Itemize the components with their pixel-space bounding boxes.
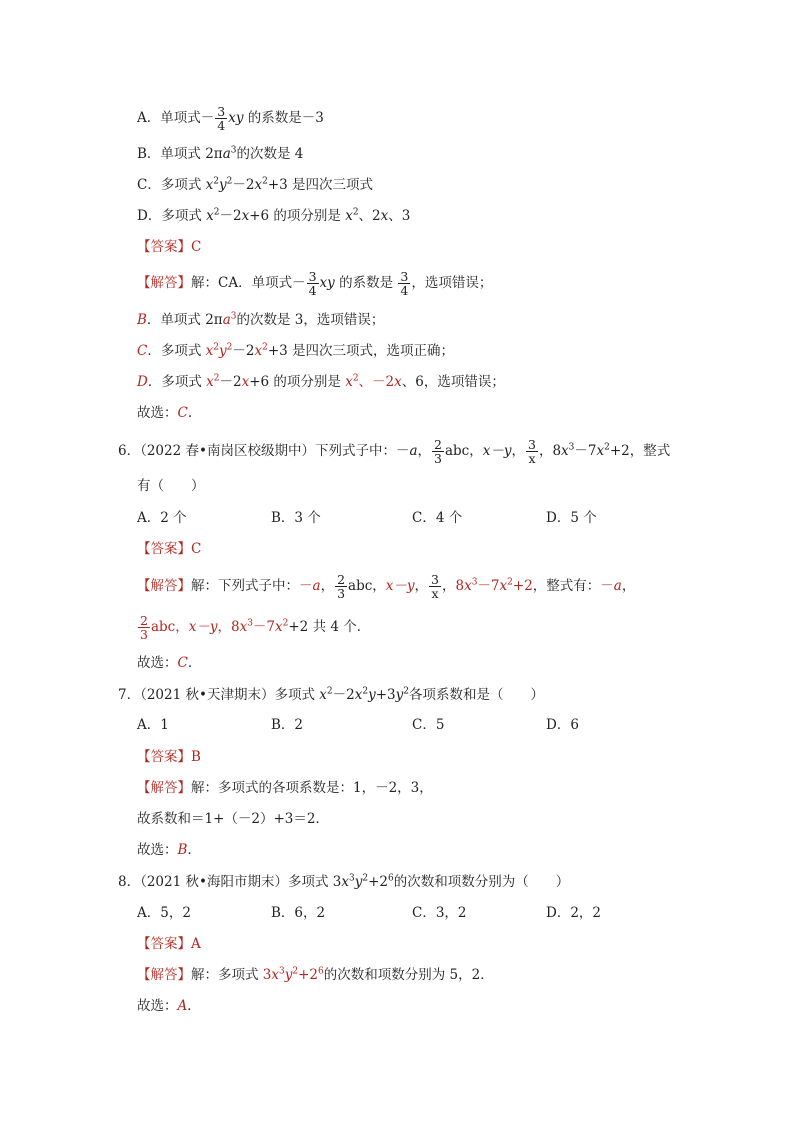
variable: x bbox=[341, 874, 349, 890]
text: ．多项式 bbox=[147, 343, 206, 359]
variable: y bbox=[368, 687, 376, 703]
question-source: （2021 秋•天津期末） bbox=[140, 687, 275, 703]
q6-option-c: C．4 个 bbox=[412, 510, 463, 526]
answer-value: C bbox=[177, 405, 188, 421]
variable: x bbox=[394, 374, 402, 390]
fraction bbox=[138, 614, 150, 641]
answer-label: 【答案】 bbox=[137, 541, 191, 557]
variable: x bbox=[254, 177, 263, 193]
text: ． bbox=[187, 405, 202, 421]
variable: x bbox=[241, 208, 250, 224]
denominator: 4 bbox=[217, 118, 226, 133]
q5-solution-line4 bbox=[137, 372, 505, 392]
text: 故选： bbox=[137, 655, 178, 671]
variable: x bbox=[271, 967, 280, 983]
text: －7 bbox=[477, 578, 500, 594]
option-letter: D bbox=[137, 374, 148, 390]
text: D．多项式 bbox=[137, 208, 207, 224]
variable: y bbox=[354, 874, 363, 890]
q8-solution bbox=[137, 965, 494, 985]
variable: y bbox=[219, 343, 227, 359]
question-source: （2022 春•南岗区校级期中） bbox=[140, 443, 315, 459]
text: CA bbox=[218, 275, 239, 291]
solution-label: 【解答】 bbox=[137, 967, 191, 983]
answer-value: B bbox=[191, 749, 201, 765]
expression: x－y bbox=[385, 578, 415, 594]
q5-option-d bbox=[137, 206, 410, 226]
question-number: 6． bbox=[118, 443, 141, 459]
text: 故选： bbox=[137, 998, 178, 1014]
text: +2 共 4 个． bbox=[288, 619, 371, 635]
fraction bbox=[398, 270, 410, 297]
exponent: 3 bbox=[279, 966, 285, 977]
numerator: 2 bbox=[140, 613, 148, 628]
answer-value: C bbox=[191, 239, 202, 255]
fraction bbox=[335, 573, 347, 600]
text: －2 bbox=[332, 687, 355, 703]
variable: x bbox=[205, 343, 214, 359]
numerator: 3 bbox=[308, 269, 317, 284]
numerator: 3 bbox=[217, 104, 226, 119]
q5-solution-line1 bbox=[137, 270, 492, 297]
fraction bbox=[307, 270, 319, 297]
numerator: 2 bbox=[434, 437, 442, 452]
variable: x bbox=[205, 177, 214, 193]
text: ． bbox=[187, 842, 201, 858]
variable: a bbox=[613, 578, 622, 594]
variable: x bbox=[206, 208, 214, 224]
text: 各项系数和是（ ） bbox=[409, 687, 544, 703]
exponent: 3 bbox=[247, 618, 253, 629]
exponent: 2 bbox=[262, 342, 268, 353]
q7-stem bbox=[118, 685, 544, 705]
text: － bbox=[600, 578, 614, 594]
text: 多项式 3 bbox=[287, 874, 342, 890]
variable: x bbox=[345, 208, 353, 224]
exponent: 3 bbox=[230, 145, 237, 156]
text: +6 的项分别是 bbox=[249, 208, 346, 224]
variable: a bbox=[409, 443, 418, 459]
text: 故选： bbox=[137, 405, 178, 421]
denominator: x bbox=[431, 586, 439, 601]
answer-value: A bbox=[191, 936, 201, 952]
text: －2 bbox=[219, 374, 242, 390]
variable: x bbox=[596, 443, 605, 459]
text: abc， bbox=[348, 578, 386, 594]
exponent: 2 bbox=[282, 618, 289, 629]
variable: x bbox=[319, 687, 327, 703]
expression: x－y bbox=[188, 619, 218, 635]
text: ， bbox=[414, 578, 429, 594]
denominator: x bbox=[528, 451, 536, 466]
fraction bbox=[526, 438, 538, 465]
variable: x bbox=[354, 687, 363, 703]
q6-option-a: A．2 个 bbox=[137, 510, 187, 526]
text: ， bbox=[621, 578, 636, 594]
variable: a bbox=[312, 578, 321, 594]
text: － bbox=[299, 578, 313, 594]
numerator: 3 bbox=[528, 437, 536, 452]
expression: x－y bbox=[482, 443, 512, 459]
text: abc， bbox=[444, 443, 483, 459]
variable: x bbox=[561, 443, 569, 459]
variable: y bbox=[395, 687, 404, 703]
option-letter: B bbox=[137, 312, 147, 328]
answer-value: C bbox=[191, 541, 202, 557]
solution-label: 【解答】 bbox=[137, 578, 191, 594]
text: ，选项错误； bbox=[411, 275, 493, 291]
exponent: 2 bbox=[226, 342, 233, 353]
text: ， bbox=[320, 578, 335, 594]
text: ， bbox=[417, 443, 432, 459]
question-number: 7． bbox=[118, 687, 141, 703]
exponent: 6 bbox=[388, 873, 394, 884]
text: abc， bbox=[150, 619, 189, 635]
exponent: 2 bbox=[213, 176, 219, 187]
denominator: 3 bbox=[140, 627, 148, 642]
q6-stem bbox=[118, 438, 670, 465]
text: 的次数和项数分别为 5，2． bbox=[323, 967, 494, 983]
q7-option-b: B．2 bbox=[271, 717, 304, 733]
q5-answer bbox=[137, 237, 201, 257]
q8-option-d: D．2，2 bbox=[546, 905, 602, 921]
variable: a bbox=[222, 146, 231, 162]
exponent: 2 bbox=[326, 686, 333, 697]
text: 下列式子中：－ bbox=[314, 443, 410, 459]
exponent: 2 bbox=[604, 442, 610, 453]
q5-solution-line3 bbox=[137, 341, 454, 361]
exponent: 2 bbox=[362, 873, 369, 884]
q7-answer bbox=[137, 747, 201, 767]
text: +2 bbox=[298, 967, 319, 983]
denominator: 4 bbox=[400, 283, 409, 298]
q5-solution-line2 bbox=[137, 310, 384, 330]
variable: x bbox=[464, 578, 472, 594]
variable: a bbox=[222, 312, 231, 328]
text: ，整式有： bbox=[532, 578, 601, 594]
question-source: （2021 秋•海阳市期末） bbox=[140, 874, 288, 890]
variable: x bbox=[241, 374, 250, 390]
q7-solution-line1 bbox=[137, 778, 433, 798]
q8-option-b: B．6，2 bbox=[271, 905, 326, 921]
text: －7 bbox=[574, 443, 597, 459]
text: ． bbox=[187, 655, 202, 671]
numerator: 2 bbox=[337, 572, 346, 587]
text: +6 的项分别是 bbox=[249, 374, 346, 390]
text: 、2 bbox=[358, 208, 381, 224]
exponent: 2 bbox=[262, 176, 268, 187]
text: +2，整式 bbox=[609, 443, 671, 459]
text: ． bbox=[187, 998, 201, 1014]
q5-option-c bbox=[137, 175, 373, 195]
solution-label: 【解答】 bbox=[137, 275, 191, 291]
answer-label: 【答案】 bbox=[137, 239, 191, 255]
exponent: 6 bbox=[318, 966, 324, 977]
q8-answer bbox=[137, 934, 201, 954]
variable: x bbox=[380, 208, 389, 224]
exponent: 2 bbox=[352, 373, 359, 384]
text: 多项式 bbox=[274, 687, 320, 703]
exponent: 2 bbox=[226, 176, 233, 187]
denominator: 3 bbox=[434, 451, 442, 466]
text: A．单项式－ bbox=[137, 110, 215, 126]
variable: x bbox=[206, 374, 214, 390]
text: +3 是四次三项式，选项正确； bbox=[267, 343, 455, 359]
text: ， bbox=[511, 443, 525, 459]
fraction bbox=[429, 573, 441, 600]
exponent: 3 bbox=[568, 442, 575, 453]
text: 解：多项式 bbox=[191, 967, 263, 983]
text: C．多项式 bbox=[137, 177, 206, 193]
answer-value: C bbox=[177, 655, 188, 671]
text: 的次数是 3，选项错误； bbox=[236, 312, 385, 328]
q6-solution-line1 bbox=[137, 573, 635, 600]
exponent: 3 bbox=[471, 577, 478, 588]
q7-conclusion bbox=[137, 840, 201, 860]
q6-option-b: B．3 个 bbox=[271, 510, 321, 526]
text: +3 bbox=[375, 687, 396, 703]
exponent: 2 bbox=[362, 686, 369, 697]
q7-option-a: A．1 bbox=[137, 717, 169, 733]
text: 、6，选项错误； bbox=[401, 374, 505, 390]
text: 的系数是 bbox=[334, 275, 398, 291]
option-letter: C bbox=[137, 343, 148, 359]
q8-conclusion bbox=[137, 996, 201, 1016]
text: 解：下列式子中： bbox=[191, 578, 299, 594]
q5-conclusion bbox=[137, 403, 201, 423]
q8-option-c: C．3，2 bbox=[412, 905, 467, 921]
q7-option-d: D．6 bbox=[546, 717, 579, 733]
answer-label: 【答案】 bbox=[137, 936, 191, 952]
text: 故选： bbox=[137, 842, 178, 858]
text: 解： bbox=[191, 275, 218, 291]
text: 3 bbox=[262, 967, 272, 983]
text: B．单项式 2π bbox=[137, 146, 223, 162]
variable: y bbox=[284, 967, 293, 983]
text: ．单项式 2π bbox=[146, 312, 223, 328]
variable: xy bbox=[319, 275, 335, 291]
q6-solution-line2 bbox=[137, 614, 370, 641]
text: 、－2 bbox=[358, 374, 395, 390]
variable: x bbox=[254, 343, 263, 359]
q6-answer bbox=[137, 539, 201, 559]
text: 的系数是－3 bbox=[247, 110, 324, 126]
q6-conclusion bbox=[137, 653, 201, 673]
q6-option-d: D．5 个 bbox=[546, 510, 597, 526]
answer-value: B bbox=[177, 842, 188, 858]
fraction bbox=[432, 438, 444, 465]
text: 、3 bbox=[388, 208, 411, 224]
denominator: 4 bbox=[308, 283, 317, 298]
q7-solution-line2: 故系数和＝1+（－2）+3＝2． bbox=[137, 811, 329, 827]
text: 8 bbox=[455, 578, 465, 594]
text: +2 bbox=[368, 874, 388, 890]
q8-stem bbox=[118, 872, 569, 892]
text: +2 bbox=[512, 578, 533, 594]
variable: x bbox=[275, 619, 283, 635]
q8-option-a: A．5，2 bbox=[137, 905, 191, 921]
numerator: 3 bbox=[400, 269, 409, 284]
answer-value: A bbox=[177, 998, 188, 1014]
variable: x bbox=[239, 619, 248, 635]
exponent: 2 bbox=[507, 577, 513, 588]
variable: x bbox=[499, 578, 508, 594]
exponent: 3 bbox=[348, 873, 355, 884]
q5-option-b bbox=[137, 144, 303, 164]
text: ．多项式 bbox=[147, 374, 207, 390]
denominator: 3 bbox=[337, 586, 346, 601]
text: +3 是四次三项式 bbox=[267, 177, 374, 193]
question-number: 8． bbox=[118, 874, 141, 890]
text: ，8 bbox=[217, 619, 240, 635]
exponent: 2 bbox=[213, 342, 219, 353]
exponent: 3 bbox=[230, 311, 237, 322]
text: 的次数和项数分别为（ ） bbox=[393, 874, 570, 890]
variable: xy bbox=[228, 110, 244, 126]
text: 的次数是 4 bbox=[236, 146, 304, 162]
solution-label: 【解答】 bbox=[137, 780, 191, 796]
text: －2 bbox=[232, 177, 255, 193]
variable: y bbox=[218, 177, 227, 193]
text: －2 bbox=[232, 343, 255, 359]
text: －7 bbox=[252, 619, 276, 635]
text: －2 bbox=[219, 208, 242, 224]
numerator: 3 bbox=[431, 572, 439, 587]
text: ， bbox=[441, 578, 456, 594]
answer-label: 【答案】 bbox=[137, 749, 191, 765]
exponent: 2 bbox=[352, 207, 359, 218]
q7-option-c: C．5 bbox=[412, 717, 445, 733]
exponent: 2 bbox=[403, 686, 409, 697]
variable: x bbox=[345, 374, 353, 390]
text: ．单项式－ bbox=[238, 275, 306, 291]
text: ，8 bbox=[538, 443, 562, 459]
exponent: 2 bbox=[292, 966, 299, 977]
q6-stem-line2: 有（ ） bbox=[137, 478, 205, 494]
text: 解：多项式的各项系数是：1，－2，3， bbox=[191, 780, 433, 796]
q5-option-a bbox=[137, 105, 324, 132]
fraction bbox=[215, 105, 227, 132]
exponent: 2 bbox=[213, 373, 220, 384]
exponent: 2 bbox=[213, 207, 220, 218]
